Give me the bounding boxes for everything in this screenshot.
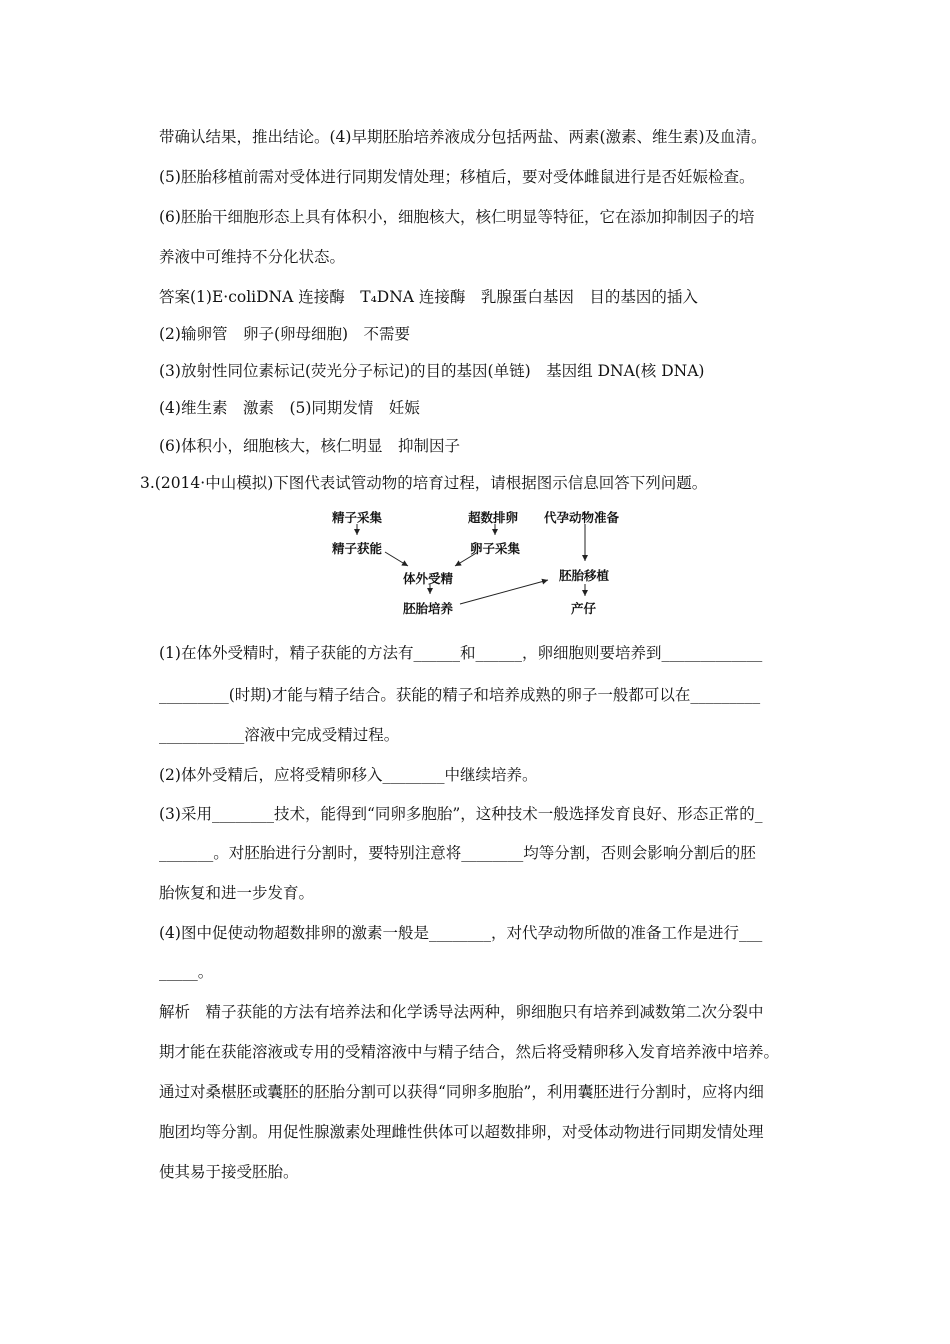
node-egg-collect: 卵子采集 — [470, 541, 521, 556]
text-line: 带确认结果，推出结论。(4)早期胚胎培养液成分包括两盐、两素(激素、维生素)及血清。 — [159, 128, 767, 146]
question-line: _________(时期)才能与精子结合。获能的精子和培养成熟的卵子一般都可以在_________ — [159, 686, 761, 704]
node-birth: 产仔 — [571, 601, 597, 616]
text-line: (5)胚胎移植前需对受体进行同期发情处理；移植后，要对受体雌鼠进行是否妊娠检查。 — [159, 168, 755, 186]
question-line: 胎恢复和进一步发育。 — [159, 884, 315, 902]
explanation-line: 使其易于接受胚胎。 — [159, 1163, 299, 1181]
explanation-line: 解析 精子获能的方法有培养法和化学诱导法两种，卵细胞只有培养到减数第二次分裂中 — [159, 1003, 764, 1021]
question-line: (1)在体外受精时，精子获能的方法有______和______，卵细胞则要培养到_____________ — [159, 644, 763, 662]
question-line: ___________溶液中完成受精过程。 — [159, 726, 400, 744]
node-superovulation: 超数排卵 — [468, 510, 519, 525]
node-sperm-capacitate: 精子获能 — [332, 541, 383, 556]
explanation-line: 期才能在获能溶液或专用的受精溶液中与精子结合，然后将受精卵移入发育培养液中培养。 — [159, 1043, 780, 1061]
node-ivf: 体外受精 — [403, 571, 454, 586]
answer-line: (6)体积小，细胞核大，核仁明显 抑制因子 — [159, 437, 460, 455]
answer-line: (2)输卵管 卵子(卵母细胞) 不需要 — [159, 325, 411, 343]
node-surrogate-prep: 代孕动物准备 — [544, 510, 620, 525]
answer-line: (3)放射性同位素标记(荧光分子标记)的目的基因(单链) 基因组 DNA(核 DNA) — [159, 362, 705, 380]
answer-line: (4)维生素 激素 (5)同期发情 妊娠 — [159, 399, 420, 417]
explanation-line: 通过对桑椹胚或囊胚的胚胎分割可以获得“同卵多胞胎”，利用囊胚进行分割时，应将内细 — [159, 1083, 764, 1101]
node-embryo-transfer: 胚胎移植 — [559, 568, 610, 583]
node-sperm-collect: 精子采集 — [332, 510, 383, 525]
question-line: (4)图中促使动物超数排卵的激素一般是________，对代孕动物所做的准备工作是进行___ — [159, 924, 763, 942]
text-line: 养液中可维持不分化状态。 — [159, 248, 346, 266]
explanation-line: 胞团均等分割。用促性腺激素处理雌性供体可以超数排卵，对受体动物进行同期发情处理 — [159, 1123, 764, 1141]
text-line: (6)胚胎干细胞形态上具有体积小，细胞核大，核仁明显等特征，它在添加抑制因子的培 — [159, 208, 755, 226]
question-line: _____。 — [159, 963, 214, 981]
question-line: (3)采用________技术，能得到“同卵多胞胎”，这种技术一般选择发育良好、形态正常的_ — [159, 805, 763, 823]
node-embryo-culture: 胚胎培养 — [403, 601, 454, 616]
question-title: 3.(2014·中山模拟)下图代表试管动物的培育过程，请根据图示信息回答下列问题。 — [140, 474, 708, 492]
ivf-flow-diagram — [330, 508, 660, 618]
question-line: _______。对胚胎进行分割时，要特别注意将________均等分割，否则会影响分割后的胚 — [159, 844, 756, 862]
question-line: (2)体外受精后，应将受精卵移入________中继续培养。 — [159, 766, 538, 784]
answer-line: 答案(1)E·coliDNA 连接酶 T₄DNA 连接酶 乳腺蛋白基因 目的基因的插入 — [159, 288, 698, 306]
